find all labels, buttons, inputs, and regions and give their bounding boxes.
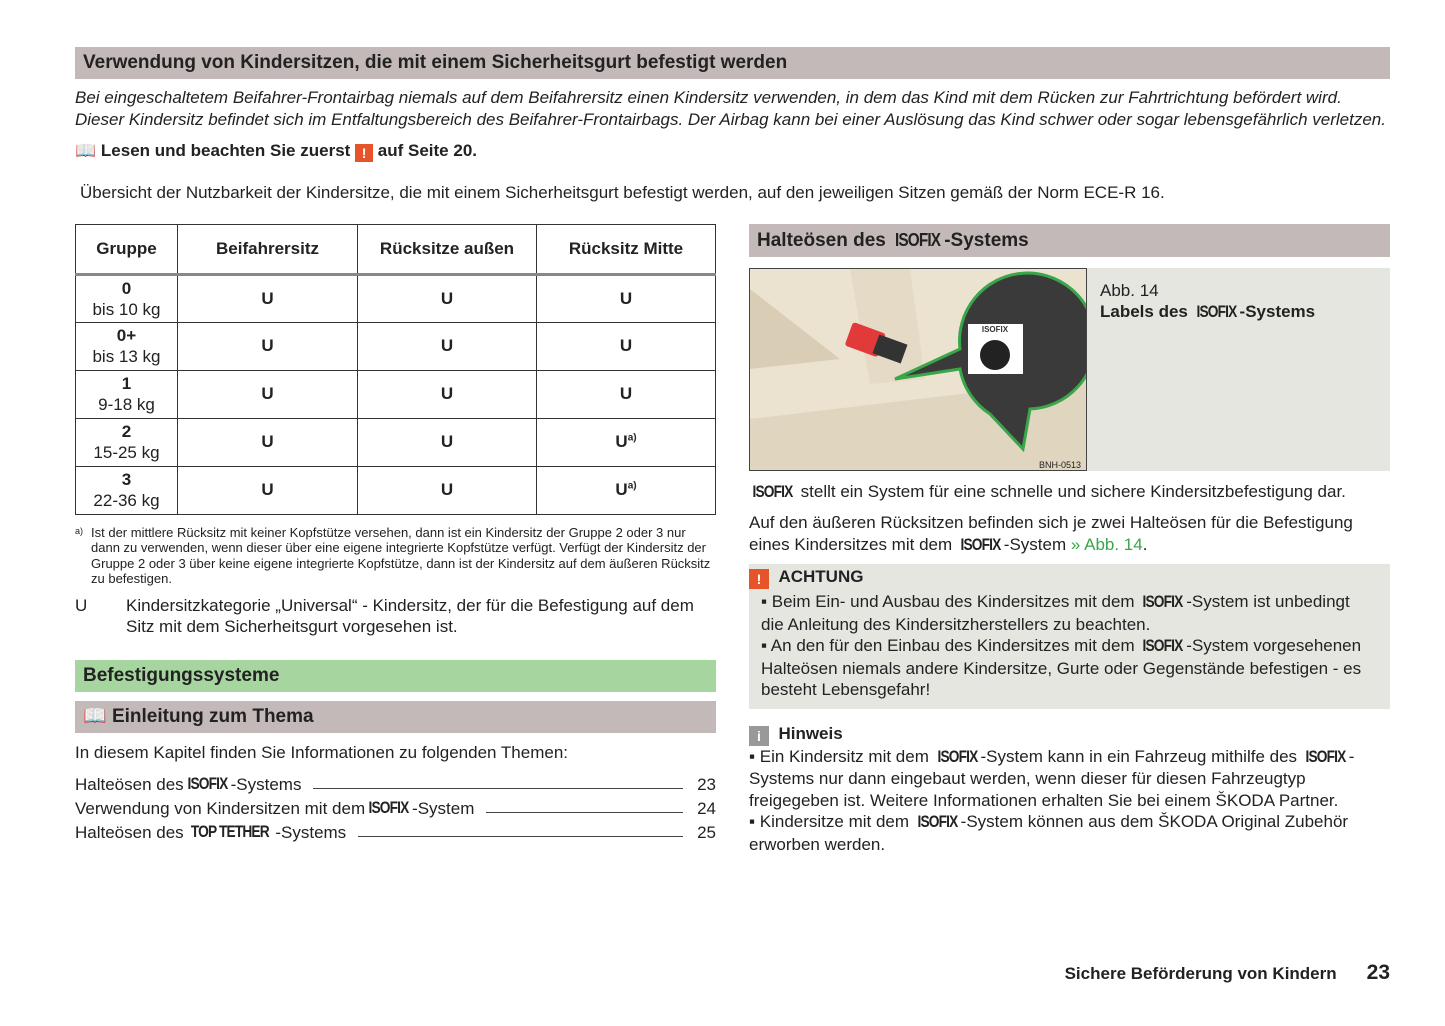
weight: 9-18 kg bbox=[98, 395, 155, 414]
leader-line bbox=[313, 788, 683, 789]
footnote-ref: a) bbox=[627, 480, 637, 492]
group-cell bbox=[76, 274, 178, 322]
toc bbox=[75, 771, 716, 843]
section-title: Verwendung von Kindersitzen, die mit einem Sicherheitsgurt befestigt werden bbox=[75, 47, 1390, 79]
header-beifahrersitz: Beifahrersitz bbox=[178, 224, 358, 274]
figure-link[interactable]: » Abb. 14 bbox=[1070, 534, 1143, 554]
warning-icon: ! bbox=[749, 569, 769, 589]
achtung-item bbox=[749, 591, 1376, 635]
isofix-paragraph bbox=[749, 512, 1390, 556]
ruecksitze-aussen-cell: U bbox=[358, 322, 537, 370]
footnote-mark: a) bbox=[75, 525, 84, 536]
footer-chapter: Sichere Beförderung von Kindern bbox=[1064, 964, 1337, 983]
weight: 22-36 kg bbox=[93, 491, 160, 510]
group-cell bbox=[76, 370, 178, 418]
toc-entry[interactable] bbox=[75, 795, 716, 819]
read-first-note bbox=[75, 140, 1390, 162]
isofix-intro bbox=[749, 481, 1390, 504]
ruecksitze-aussen-cell: U bbox=[358, 274, 537, 322]
legend-text: Kindersitzkategorie „Universal“ - Kindersitz, der für die Befestigung auf dem Sitz mit dem Sicherheitsgurt vorgesehen ist. bbox=[126, 595, 694, 637]
t: Labels des bbox=[1100, 302, 1193, 321]
header-ruecksitze-aussen: Rücksitze außen bbox=[358, 224, 537, 274]
warning-icon: ! bbox=[355, 144, 373, 162]
weight: 15-25 kg bbox=[93, 443, 160, 462]
hinweis-title: Hinweis bbox=[778, 723, 843, 743]
t: -System ist unbedingt die Anleitung des Kindersitzherstellers zu beachten. bbox=[761, 592, 1350, 634]
isofix-logo: ISOFIX bbox=[917, 813, 958, 831]
footnote-text: Ist der mittlere Rücksitz mit keiner Kopfstütze versehen, dann ist ein Kindersitz der Gruppe 2 oder 3 nur dann zu verwenden, wenn dieser über eine eigene integrierte Kopfstütze verfügt. Verfügt der Kindersitz der Gruppe 2 oder 3 über keine eigene integrierte Kopfstütze, dann ist der Kindersitz auf dem äußeren Rücksitz zu befestigen. bbox=[91, 524, 711, 587]
leader-line bbox=[486, 812, 683, 813]
isofix-label-text: ISOFIX bbox=[981, 324, 1009, 334]
t: -Systems bbox=[230, 774, 302, 794]
logo: ISOFIX bbox=[187, 774, 228, 793]
group: 0+ bbox=[116, 326, 137, 345]
isofix-logo: ISOFIX bbox=[752, 482, 793, 501]
ruecksitze-aussen-cell: U bbox=[358, 466, 537, 514]
legend bbox=[75, 595, 716, 638]
group-cell bbox=[76, 418, 178, 466]
hinweis-box bbox=[749, 723, 1390, 856]
toc-entry[interactable] bbox=[75, 771, 716, 795]
table-row bbox=[76, 418, 716, 466]
footnote-ref: a) bbox=[627, 432, 637, 444]
group-cell bbox=[76, 466, 178, 514]
legend-key: U bbox=[75, 595, 88, 615]
toc-page: 24 bbox=[697, 798, 716, 818]
isofix-logo: ISOFIX bbox=[1142, 637, 1183, 655]
t: -System kann in ein Fahrzeug mithilfe des bbox=[980, 746, 1302, 766]
value: U bbox=[619, 384, 633, 404]
isofix-logo: ISOFIX bbox=[1196, 303, 1237, 321]
group: 2 bbox=[121, 422, 132, 441]
befestigung-title: Befestigungssysteme bbox=[75, 660, 716, 692]
weight: bis 13 kg bbox=[92, 347, 161, 366]
beifahrersitz-cell: U bbox=[178, 274, 358, 322]
ruecksitz-mitte-cell bbox=[537, 370, 716, 418]
achtung-box bbox=[749, 564, 1390, 709]
ruecksitz-mitte-cell bbox=[537, 274, 716, 322]
t: -System bbox=[1003, 534, 1071, 554]
t: ▪ Beim Ein- und Ausbau des Kindersitzes mit dem bbox=[761, 592, 1140, 611]
table-row bbox=[76, 466, 716, 514]
page-reference[interactable]: auf Seite 20. bbox=[377, 141, 477, 160]
hinweis-item bbox=[749, 811, 1390, 855]
beifahrersitz-cell: U bbox=[178, 322, 358, 370]
weight: bis 10 kg bbox=[92, 299, 161, 319]
table-row bbox=[76, 370, 716, 418]
intro-title bbox=[75, 701, 716, 733]
value: U bbox=[619, 288, 633, 308]
t: -System bbox=[412, 798, 475, 818]
table-row bbox=[76, 274, 716, 322]
t: -Systems bbox=[275, 822, 347, 842]
leader-line bbox=[358, 836, 683, 837]
ruecksitz-mitte-cell bbox=[537, 322, 716, 370]
t: -System können aus dem ŠKODA Original Zubehör erworben werden. bbox=[749, 812, 1349, 854]
ruecksitze-aussen-cell: U bbox=[358, 370, 537, 418]
right-column bbox=[749, 224, 1390, 856]
header-ruecksitz-mitte: Rücksitz Mitte bbox=[537, 224, 716, 274]
isofix-logo: ISOFIX bbox=[1142, 593, 1183, 611]
ruecksitze-aussen-cell: U bbox=[358, 418, 537, 466]
t: Halteösen des bbox=[757, 229, 892, 251]
t: Verwendung von Kindersitzen mit dem bbox=[75, 798, 366, 818]
t: ▪ Kindersitze mit dem bbox=[749, 812, 914, 831]
t: -Systems bbox=[1239, 302, 1316, 321]
group: 3 bbox=[121, 470, 132, 489]
t: -Systems nur dann eingebaut werden, wenn dieser für diesen Fahrzeugtyp freigegeben ist. Weitere Informationen erhalten Sie bei einem ŠKODA Partner. bbox=[749, 746, 1355, 810]
value: U bbox=[615, 432, 628, 452]
hinweis-item bbox=[749, 746, 1390, 812]
t: . bbox=[1142, 534, 1148, 554]
figure-caption bbox=[1100, 301, 1380, 324]
figure-panel bbox=[749, 268, 1390, 471]
beifahrersitz-cell: U bbox=[178, 418, 358, 466]
read-first-text: Lesen und beachten Sie zuerst bbox=[100, 141, 351, 160]
isofix-title bbox=[749, 224, 1390, 257]
group-cell bbox=[76, 322, 178, 370]
group: 0 bbox=[121, 278, 132, 298]
toc-page: 23 bbox=[697, 774, 716, 794]
ruecksitz-mitte-cell bbox=[537, 418, 716, 466]
value: U bbox=[615, 480, 628, 500]
t: Auf den äußeren Rücksitzen befinden sich je zwei Halteösen für die Befestigung eines Kindersitzes mit dem bbox=[749, 513, 1353, 554]
group: 1 bbox=[121, 374, 132, 393]
footnote bbox=[75, 525, 716, 587]
child-seat-table bbox=[75, 224, 716, 515]
info-icon: i bbox=[749, 726, 769, 746]
t: -System vorgesehenen Halteösen niemals andere Kindersitze, Gurte oder Gegenstände befestigen - es besteht Lebensgefahr! bbox=[761, 636, 1362, 699]
achtung-title: ACHTUNG bbox=[778, 567, 864, 586]
table-row bbox=[76, 322, 716, 370]
isofix-logo: ISOFIX bbox=[960, 535, 1001, 554]
logo: ISOFIX bbox=[368, 798, 409, 817]
overview-text: Übersicht der Nutzbarkeit der Kindersitze, die mit einem Sicherheitsgurt befestigt werden, auf den jeweiligen Sitzen gemäß der Norm ECE-R 16. bbox=[80, 183, 1165, 202]
toc-entry[interactable] bbox=[75, 819, 716, 843]
toc-page: 25 bbox=[697, 822, 716, 842]
t: stellt ein System für eine schnelle und sichere Kindersitzbefestigung dar. bbox=[795, 481, 1346, 501]
achtung-item bbox=[749, 635, 1376, 701]
warning-text: Bei eingeschaltetem Beifahrer-Frontairbag niemals auf dem Beifahrersitz einen Kindersitz verwenden, in dem das Kind mit dem Rücken zur Fahrtrichtung befördert wird. Dieser Kindersitz befindet sich im Entfaltungsbereich des Beifahrer-Frontairbags. Der Airbag kann bei einer Auslösung das Kind schwer oder sogar lebensgefährlich verletzen. bbox=[75, 88, 1386, 129]
logo: TOP TETHER bbox=[190, 822, 269, 841]
t: -Systems bbox=[944, 229, 1029, 251]
book-icon: 📖 bbox=[75, 141, 97, 160]
intro-title-text: Einleitung zum Thema bbox=[111, 705, 314, 727]
header-gruppe: Gruppe bbox=[76, 224, 178, 274]
t: Halteösen des bbox=[75, 774, 184, 794]
isofix-logo: ISOFIX bbox=[895, 229, 941, 250]
page-number: 23 bbox=[1366, 961, 1390, 984]
intro-text: In diesem Kapitel finden Sie Informationen zu folgenden Themen: bbox=[75, 742, 568, 762]
beifahrersitz-cell: U bbox=[178, 466, 358, 514]
t: ▪ An den für den Einbau des Kindersitzes mit dem bbox=[761, 636, 1140, 655]
t: Halteösen des bbox=[75, 822, 184, 842]
footer bbox=[1065, 962, 1390, 985]
value: U bbox=[619, 336, 633, 356]
book-icon: 📖 bbox=[83, 705, 107, 727]
figure-number: Abb. 14 bbox=[1100, 280, 1159, 300]
isofix-logo: ISOFIX bbox=[937, 747, 977, 766]
t: ▪ Ein Kindersitz mit dem bbox=[749, 746, 934, 766]
isofix-seat-image bbox=[749, 268, 1087, 471]
left-column bbox=[75, 224, 716, 856]
image-code: BNH-0513 bbox=[1038, 459, 1082, 470]
ruecksitz-mitte-cell bbox=[537, 466, 716, 514]
isofix-logo: ISOFIX bbox=[1305, 747, 1346, 766]
beifahrersitz-cell: U bbox=[178, 370, 358, 418]
